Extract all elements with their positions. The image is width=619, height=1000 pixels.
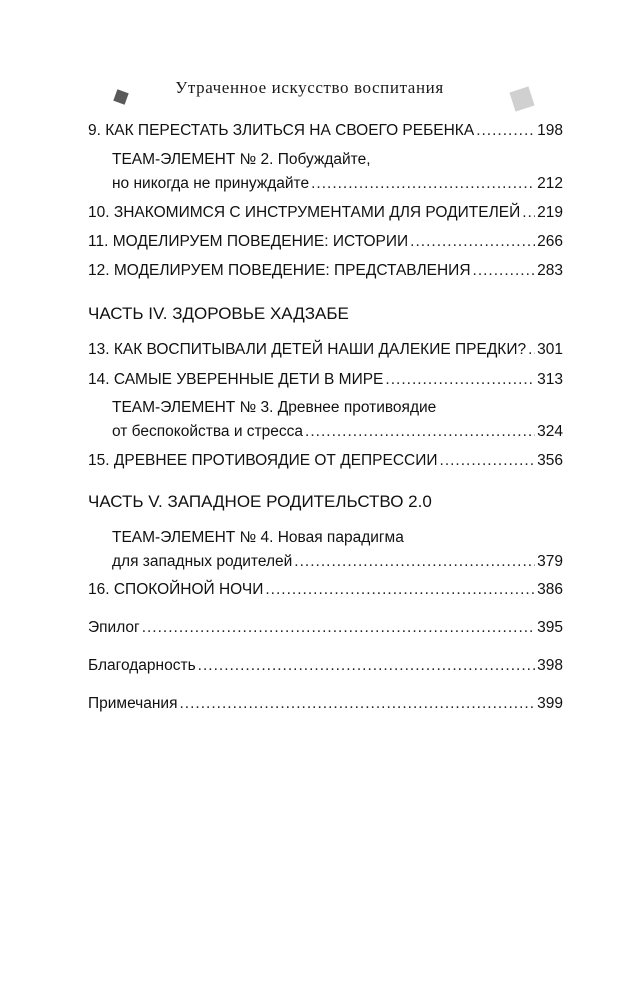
toc-entry-title: 13. КАК ВОСПИТЫВАЛИ ДЕТЕЙ НАШИ ДАЛЕКИЕ ПРЕДКИ? xyxy=(88,341,527,358)
toc-entry-title: 12. МОДЕЛИРУЕМ ПОВЕДЕНИЕ: ПРЕДСТАВЛЕНИЯ xyxy=(88,262,471,279)
leader-dots xyxy=(294,552,535,572)
toc-entry-title: 16. СПОКОЙНОЙ НОЧИ xyxy=(88,581,264,598)
toc-entry-chapter-14 xyxy=(88,370,563,390)
toc-entry-page: 356 xyxy=(537,452,563,469)
leader-dots xyxy=(385,370,535,390)
toc-entry-team-element-2 xyxy=(112,150,563,194)
toc-entry-page: 386 xyxy=(537,581,563,598)
toc-entry-page: 379 xyxy=(537,553,563,570)
leader-dots xyxy=(142,618,535,638)
dark-diamond-decoration xyxy=(113,89,128,104)
toc-entry-title-line1: TEAM-ЭЛЕМЕНТ № 2. Побуждайте, xyxy=(112,151,371,168)
toc-entry-title: Благодарность xyxy=(88,657,196,674)
toc-entry-chapter-11 xyxy=(88,232,563,252)
leader-dots xyxy=(410,232,535,252)
toc-entry-title: Эпилог xyxy=(88,619,140,636)
leader-dots xyxy=(180,694,536,714)
toc-entry-page: 398 xyxy=(537,657,563,674)
leader-dots xyxy=(528,340,535,360)
toc-entry-title-line2: для западных родителей xyxy=(112,553,293,570)
toc-entry-chapter-16 xyxy=(88,580,563,600)
toc-entry-chapter-13 xyxy=(88,340,563,360)
toc-entry-title: 11. МОДЕЛИРУЕМ ПОВЕДЕНИЕ: ИСТОРИИ xyxy=(88,233,409,250)
toc-entry-title: 9. КАК ПЕРЕСТАТЬ ЗЛИТЬСЯ НА СВОЕГО РЕБЕНКА xyxy=(88,122,475,139)
part-heading-4: ЧАСТЬ IV. ЗДОРОВЬЕ ХАДЗАБЕ xyxy=(88,304,349,323)
toc-entry-team-element-4 xyxy=(112,528,563,572)
toc-entry-page: 283 xyxy=(537,262,563,279)
toc-entry-page: 219 xyxy=(537,204,563,221)
toc-entry-epilogue xyxy=(88,618,563,638)
toc-entry-team-element-3 xyxy=(112,398,563,442)
toc-entry-chapter-15 xyxy=(88,451,563,471)
leader-dots xyxy=(265,580,535,600)
toc-entry-page: 324 xyxy=(537,423,563,440)
toc-entry-chapter-12 xyxy=(88,261,563,281)
leader-dots xyxy=(476,121,535,141)
toc-entry-page: 198 xyxy=(537,122,563,139)
toc-entry-page: 395 xyxy=(537,619,563,636)
leader-dots xyxy=(522,203,535,223)
toc-entry-title-line2: от беспокойства и стресса xyxy=(112,423,304,440)
leader-dots xyxy=(305,422,535,442)
toc-entry-title: 14. САМЫЕ УВЕРЕННЫЕ ДЕТИ В МИРЕ xyxy=(88,371,384,388)
toc-entry-page: 301 xyxy=(537,341,563,358)
leader-dots xyxy=(440,451,536,471)
toc-entry-title: 15. ДРЕВНЕЕ ПРОТИВОЯДИЕ ОТ ДЕПРЕССИИ xyxy=(88,452,438,469)
toc-entry-title-line1: TEAM-ЭЛЕМЕНТ № 4. Новая парадигма xyxy=(112,529,404,546)
toc-entry-title-line2: но никогда не принуждайте xyxy=(112,175,310,192)
part-heading-5: ЧАСТЬ V. ЗАПАДНОЕ РОДИТЕЛЬСТВО 2.0 xyxy=(88,492,432,511)
toc-entry-title: 10. ЗНАКОМИМСЯ С ИНСТРУМЕНТАМИ ДЛЯ РОДИТЕЛЕЙ xyxy=(88,204,521,221)
toc-entry-page: 212 xyxy=(537,175,563,192)
toc-entry-chapter-10 xyxy=(88,203,563,223)
leader-dots xyxy=(311,174,535,194)
toc-entry-page: 266 xyxy=(537,233,563,250)
toc-entry-chapter-9 xyxy=(88,121,563,141)
leader-dots xyxy=(198,656,535,676)
running-header: Утраченное искусство воспитания xyxy=(175,78,444,97)
toc-entry-acknowledgements xyxy=(88,656,563,676)
toc-entry-page: 399 xyxy=(537,695,563,712)
leader-dots xyxy=(473,261,536,281)
toc-entry-title-line1: TEAM-ЭЛЕМЕНТ № 3. Древнее противоядие xyxy=(112,399,437,416)
toc-entry-page: 313 xyxy=(537,371,563,388)
toc-entry-title: Примечания xyxy=(88,695,178,712)
toc-entry-notes xyxy=(88,694,563,714)
